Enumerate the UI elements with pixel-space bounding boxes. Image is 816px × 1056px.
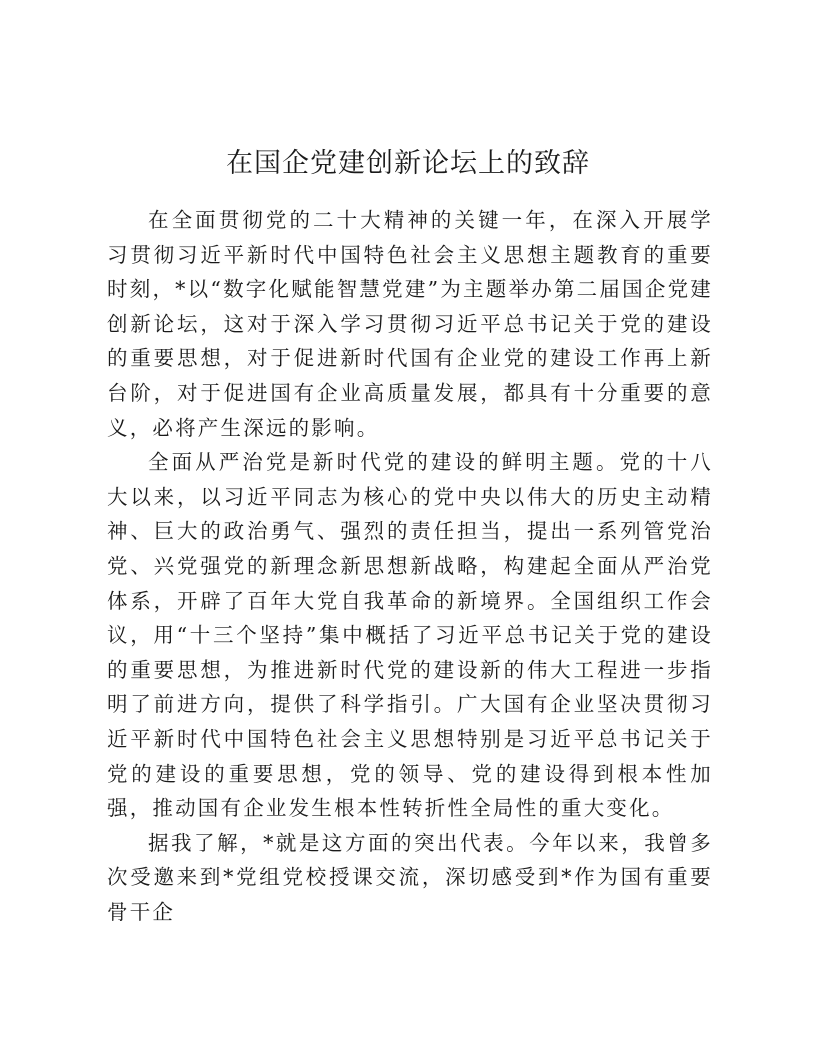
paragraph-3: 据我了解，*就是这方面的突出代表。今年以来，我曾多次受邀来到*党组党校授课交流，深切感受到*作为国有重要骨干企 [107,830,713,924]
paragraph-2: 全面从严治党是新时代党的建设的鲜明主题。党的十八大以来，以习近平同志为核心的党中央以伟大的历史主动精神、巨大的政治勇气、强烈的责任担当，提出一系列管党治党、兴党强党的新理念新思想新战略，构建起全面从严治党体系，开辟了百年大党自我革命的新境界。全国组织工作会议，用“十三个坚持”集中概括了习近平总书记关于党的建设的重要思想，为推进新时代党的建设新的伟大工程进一步指明了前进方向，提供了科学指引。广大国有企业坚决贯彻习近平新时代中国特色社会主义思想特别是习近平总书记关于党的建设的重要思想，党的领导、党的建设得到根本性加强，推动国有企业发生根本性转折性全局性的重大变化。 [107,450,713,821]
document-body [107,203,713,929]
document-title: 在国企党建创新论坛上的致辞 [226,148,590,179]
paragraph-1: 在全面贯彻党的二十大精神的关键一年，在深入开展学习贯彻习近平新时代中国特色社会主义思想主题教育的重要时刻，*以“数字化赋能智慧党建”为主题举办第二届国企党建创新论坛，这对于深入学习贯彻习近平总书记关于党的建设的重要思想，对于促进新时代国有企业党的建设工作再上新台阶，对于促进国有企业高质量发展，都具有十分重要的意义，必将产生深远的影响。 [107,208,713,440]
